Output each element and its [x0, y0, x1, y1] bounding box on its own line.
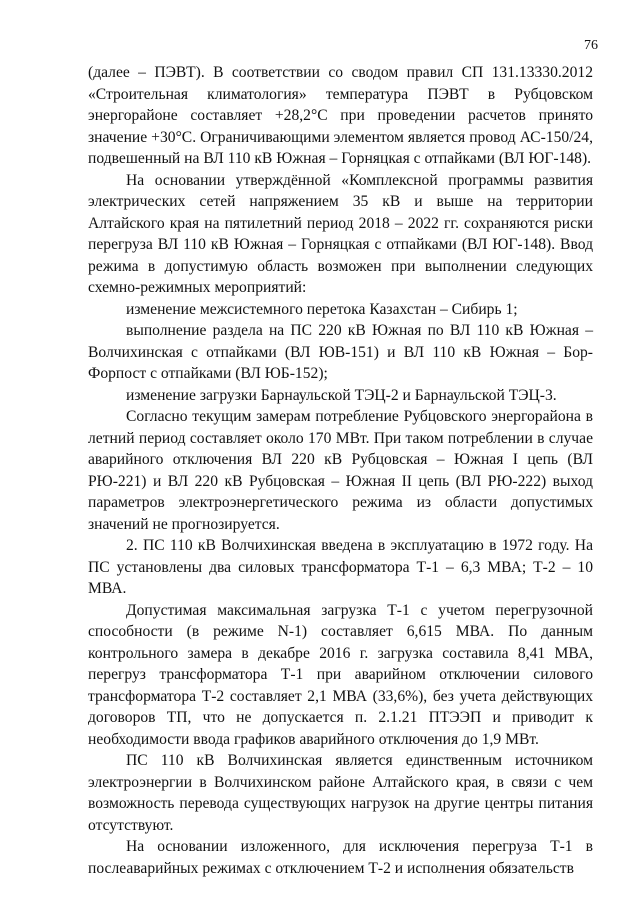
page-number: 76 — [584, 38, 598, 53]
body-text — [88, 62, 593, 879]
paragraph: На основании утверждённой «Комплексной программы развития электрических сетей напряжением 35 кВ и выше на территории Алтайского края на пятилетний период 2018 – 2022 гг. сохраняются риски перегруза ВЛ 110 кВ Южная – Горняцкая с отпайками (ВЛ ЮГ-148). Ввод режима в допустимую область возможен при выполнении следующих схемно-режимных мероприятий: — [88, 171, 593, 296]
paragraph: На основании изложенного, для исключения перегруза Т-1 в послеаварийных режимах с отключением Т-2 и исполнения обязательств — [88, 838, 593, 877]
paragraph: Согласно текущим замерам потребление Рубцовского энергорайона в летний период составляет около 170 МВт. При таком потреблении в случае аварийного отключения ВЛ 220 кВ Рубцовская – Южная I цепь (ВЛ РЮ-221) и ВЛ 220 кВ Рубцовская – Южная II цепь (ВЛ РЮ-222) выход параметров электроэнергетического режима из области допустимых значений не прогнозируется. — [88, 408, 593, 533]
paragraph: 2. ПС 110 кВ Волчихинская введена в эксплуатацию в 1972 году. На ПС установлены два силовых трансформатора Т-1 – 6,3 МВА; Т-2 – 10 МВА. — [88, 537, 593, 597]
list-item: изменение загрузки Барнаульской ТЭЦ-2 и Барнаульской ТЭЦ-3. — [126, 386, 557, 404]
paragraph: Допустимая максимальная загрузка Т-1 с учетом перегрузочной способности (в режиме N-1) составляет 6,615 МВА. По данным контрольного замера в декабре 2016 г. загрузка составила 8,41 МВА, перегруз трансформатора Т-1 при аварийном отключении силового трансформатора Т-2 составляет 2,1 МВА (33,6%), без учета действующих договоров ТП, что не допускается п. 2.1.21 ПТЭЭП и приводит к необходимости ввода графиков аварийного отключения до 1,9 МВт. — [88, 601, 593, 748]
paragraph: ПС 110 кВ Волчихинская является единственным источником электроэнергии в Волчихинском районе Алтайского края, в связи с чем возможность перевода существующих нагрузок на другие центры питания отсутствуют. — [88, 752, 593, 834]
list-item: изменение межсистемного перетока Казахстан – Сибирь 1; — [126, 300, 518, 318]
paragraph: (далее – ПЭВТ). В соответствии со сводом правил СП 131.13330.2012 «Строительная климатология» температура ПЭВТ в Рубцовском энергорайоне составляет +28,2°С при проведении расчетов принято значение +30°С. Ограничивающими элементом является провод АС-150/24, подвешенный на ВЛ 110 кВ Южная – Горняцкая с отпайками (ВЛ ЮГ-148). — [88, 64, 593, 167]
list-item: выполнение раздела на ПС 220 кВ Южная по ВЛ 110 кВ Южная – Волчихинская с отпайками (ВЛ ЮВ-151) и ВЛ 110 кВ Южная – Бор-Форпост с отпайками (ВЛ ЮБ-152); — [88, 322, 593, 382]
